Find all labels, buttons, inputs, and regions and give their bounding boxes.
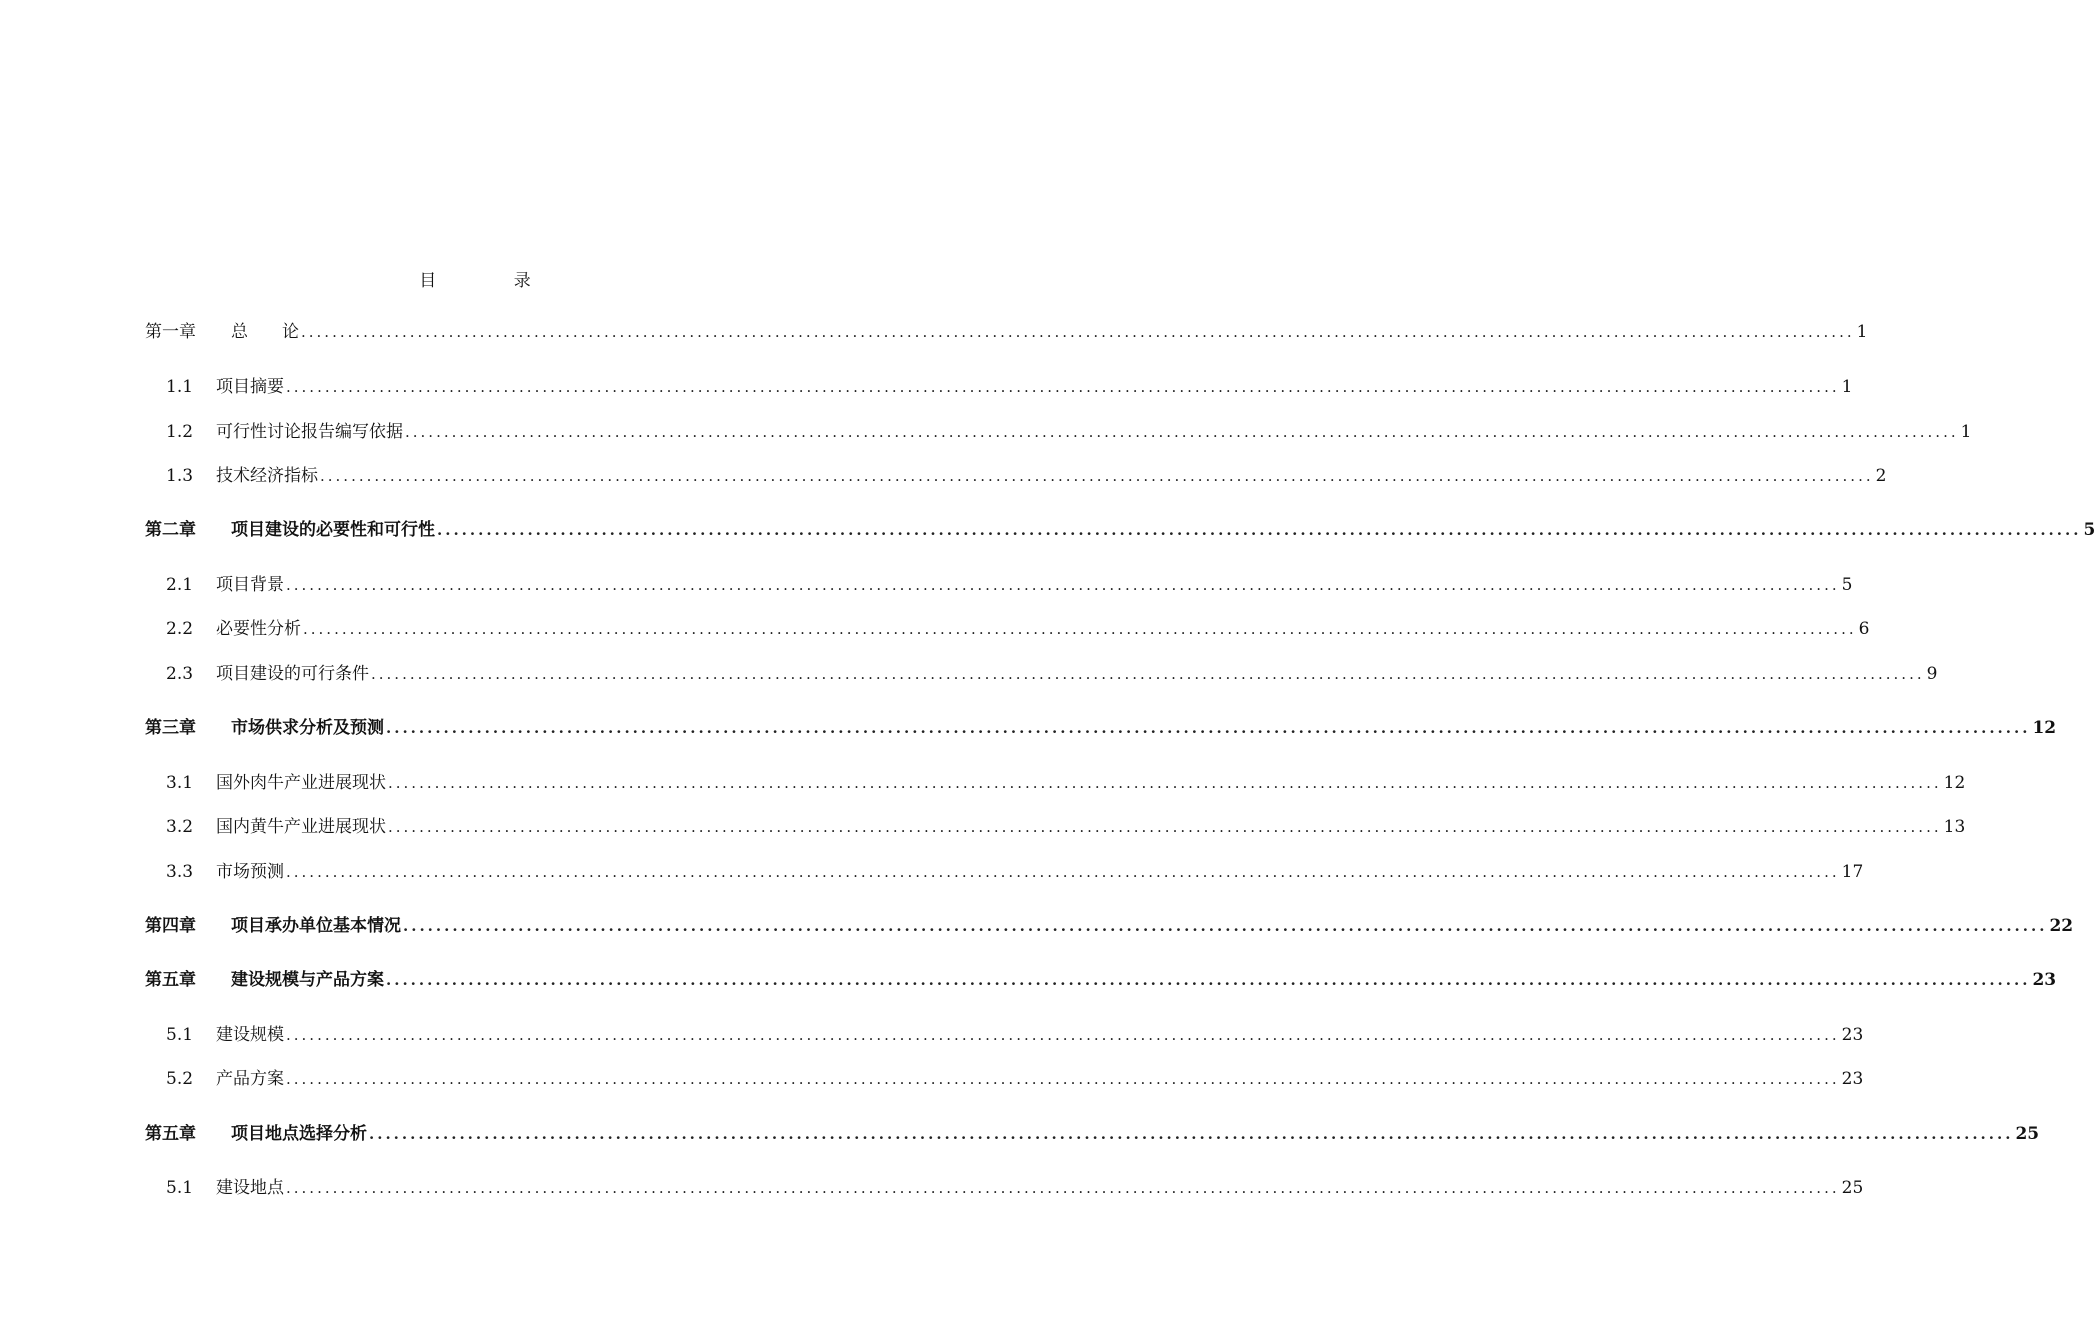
toc-number: 第五章 (145, 970, 196, 990)
toc-entry[interactable] (145, 968, 2057, 992)
toc-leader: ........................................................................................................................................................................................................ (286, 378, 1840, 396)
toc-number: 1.2 (166, 422, 194, 442)
toc-entry[interactable] (145, 914, 2074, 938)
toc-label: 项目建设的可行条件 (216, 664, 369, 684)
toc-label: 可行性讨论报告编写依据 (216, 422, 403, 442)
toc-page-number: 12 (2032, 718, 2057, 738)
toc-label: 国外肉牛产业进展现状 (216, 773, 386, 793)
toc-number: 第二章 (145, 520, 196, 540)
toc-page-number: 6 (1858, 619, 1870, 639)
toc-leader: ........................................................................................................................................................................................................ (369, 1125, 2014, 1143)
toc-leader: ........................................................................................................................................................................................................ (303, 620, 1857, 638)
toc-number: 3.3 (166, 862, 194, 882)
toc-page-number: 25 (2015, 1124, 2040, 1144)
toc-page-number: 25 (1841, 1178, 1864, 1198)
toc-leader: ........................................................................................................................................................................................................ (388, 774, 1942, 792)
toc-entry[interactable] (166, 662, 1938, 686)
toc-entry[interactable] (166, 771, 1966, 795)
toc-label: 市场预测 (216, 862, 284, 882)
toc-number: 第五章 (145, 1124, 196, 1144)
toc-leader: ........................................................................................................................................................................................................ (388, 818, 1942, 836)
toc-page-number: 2 (1875, 466, 1887, 486)
toc-leader: ........................................................................................................................................................................................................ (286, 576, 1840, 594)
toc-label: 国内黄牛产业进展现状 (216, 817, 386, 837)
toc-leader: ........................................................................................................................................................................................................ (286, 863, 1840, 881)
toc-page-number: 5 (1841, 575, 1853, 595)
toc-page-number: 23 (1841, 1025, 1864, 1045)
toc-leader: ........................................................................................................................................................................................................ (371, 665, 1925, 683)
toc-number: 第四章 (145, 916, 196, 936)
toc-number: 2.3 (166, 664, 194, 684)
toc-number: 2.2 (166, 619, 194, 639)
toc-leader: ........................................................................................................................................................................................................ (386, 719, 2031, 737)
toc-page-number: 5 (2083, 520, 2095, 540)
toc-entry[interactable] (166, 1023, 1864, 1047)
toc-leader: ........................................................................................................................................................................................................ (405, 423, 1959, 441)
toc-leader: ........................................................................................................................................................................................................ (320, 467, 1874, 485)
toc-title: 目 录 (419, 271, 567, 291)
toc-page-number: 13 (1943, 817, 1966, 837)
toc-label: 建设规模与产品方案 (231, 970, 384, 990)
toc-entry[interactable] (166, 420, 1972, 444)
toc-label: 市场供求分析及预测 (231, 718, 384, 738)
toc-entry[interactable] (166, 617, 1870, 641)
toc-leader: ........................................................................................................................................................................................................ (301, 323, 1855, 341)
toc-page-number: 12 (1943, 773, 1966, 793)
toc-entry[interactable] (166, 1067, 1864, 1091)
toc-label: 项目建设的必要性和可行性 (231, 520, 435, 540)
toc-leader: ........................................................................................................................................................................................................ (437, 521, 2082, 539)
toc-page-number: 22 (2049, 916, 2074, 936)
toc-label: 项目摘要 (216, 377, 284, 397)
toc-page-number: 17 (1841, 862, 1864, 882)
toc-label: 项目承办单位基本情况 (231, 916, 401, 936)
toc-entry[interactable] (145, 518, 2095, 542)
toc-entry[interactable] (145, 320, 1868, 344)
toc-number: 5.2 (166, 1069, 194, 1089)
toc-leader: ........................................................................................................................................................................................................ (386, 971, 2031, 989)
toc-entry[interactable] (145, 716, 2057, 740)
toc-number: 3.2 (166, 817, 194, 837)
toc-entry[interactable] (166, 375, 1853, 399)
toc-label: 项目背景 (216, 575, 284, 595)
toc-number: 1.3 (166, 466, 194, 486)
toc-number: 2.1 (166, 575, 194, 595)
toc-number: 5.1 (166, 1025, 194, 1045)
toc-number: 第三章 (145, 718, 196, 738)
toc-number: 3.1 (166, 773, 194, 793)
toc-page-number: 1 (1960, 422, 1972, 442)
toc-label: 建设地点 (216, 1178, 284, 1198)
toc-number: 第一章 (145, 322, 196, 342)
toc-number: 5.1 (166, 1178, 194, 1198)
toc-page-number: 23 (2032, 970, 2057, 990)
toc-page-number: 1 (1856, 322, 1868, 342)
toc-page-number: 9 (1926, 664, 1938, 684)
toc-entry[interactable] (166, 860, 1864, 884)
toc-leader: ........................................................................................................................................................................................................ (286, 1026, 1840, 1044)
toc-entry[interactable] (166, 1176, 1864, 1200)
toc-leader: ........................................................................................................................................................................................................ (403, 917, 2048, 935)
toc-entry[interactable] (145, 1122, 2040, 1146)
toc-page-number: 1 (1841, 377, 1853, 397)
toc-label: 总 论 (231, 322, 299, 342)
toc-leader: ........................................................................................................................................................................................................ (286, 1179, 1840, 1197)
toc-page-number: 23 (1841, 1069, 1864, 1089)
toc-number: 1.1 (166, 377, 194, 397)
toc-leader: ........................................................................................................................................................................................................ (286, 1070, 1840, 1088)
toc-label: 项目地点选择分析 (231, 1124, 367, 1144)
toc-entry[interactable] (166, 815, 1966, 839)
toc-label: 技术经济指标 (216, 466, 318, 486)
toc-label: 建设规模 (216, 1025, 284, 1045)
toc-entry[interactable] (166, 464, 1887, 488)
toc-label: 必要性分析 (216, 619, 301, 639)
toc-label: 产品方案 (216, 1069, 284, 1089)
toc-entry[interactable] (166, 573, 1853, 597)
